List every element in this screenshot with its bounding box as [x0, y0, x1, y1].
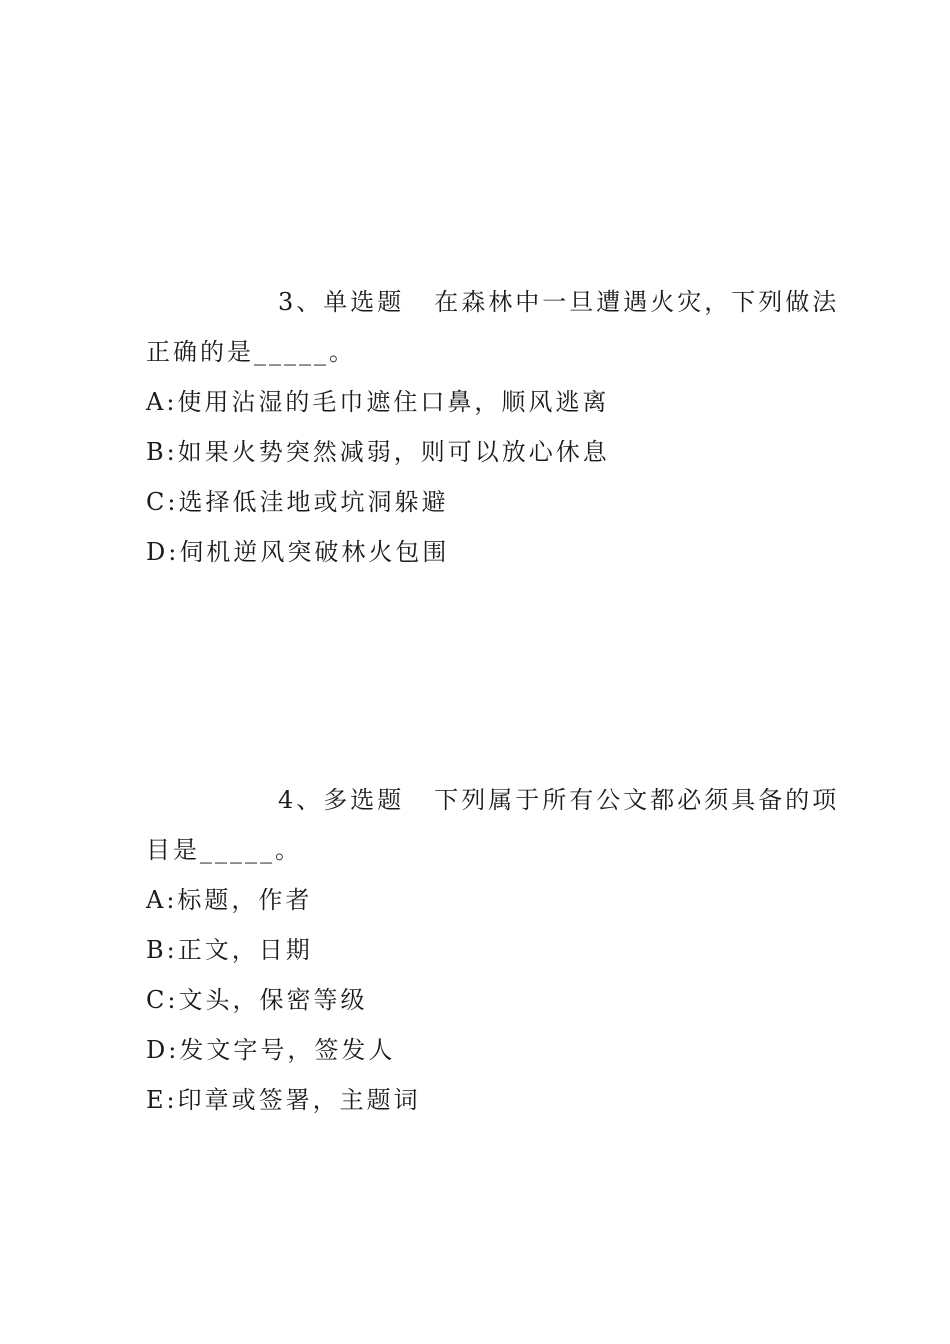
question-type: 多选题: [323, 786, 405, 814]
option-b: [146, 932, 806, 968]
option-letter: D:: [146, 538, 180, 566]
option-text: 使用沾湿的毛巾遮住口鼻，顺风逃离: [177, 388, 610, 416]
question-stem-line1: [146, 284, 840, 320]
question-stem-line2: 正确的是_____。: [146, 338, 356, 366]
option-text: 正文，日期: [177, 936, 313, 964]
option-letter: E:: [146, 1086, 178, 1114]
option-text: 印章或签署，主题词: [177, 1086, 421, 1114]
option-letter: B:: [146, 936, 178, 964]
option-text: 伺机逆风突破林火包围: [179, 538, 450, 566]
question-stem-line1: [146, 782, 840, 818]
option-letter: A:: [146, 886, 178, 914]
option-letter: C:: [146, 986, 179, 1014]
question-number: 3、: [278, 288, 324, 316]
option-c: [146, 982, 806, 1018]
option-text: 如果火势突然减弱，则可以放心休息: [177, 438, 610, 466]
question-stem-line2: 目是_____。: [146, 836, 302, 864]
option-b: [146, 434, 806, 470]
option-text: 文头，保密等级: [178, 986, 368, 1014]
question-stem-text: 在森林中一旦遭遇火灾，下列做法: [434, 288, 840, 316]
option-letter: A:: [146, 388, 178, 416]
option-letter: B:: [146, 438, 178, 466]
question-number: 4、: [278, 786, 324, 814]
option-a: [146, 384, 806, 420]
option-letter: D:: [146, 1036, 180, 1064]
question-type: 单选题: [323, 288, 405, 316]
option-letter: C:: [146, 488, 179, 516]
option-a: [146, 882, 806, 918]
option-e: [146, 1082, 806, 1118]
option-d: [146, 534, 806, 570]
question-stem-text: 下列属于所有公文都必须具备的项: [434, 786, 840, 814]
question-3: [146, 284, 840, 570]
option-d: [146, 1032, 806, 1068]
option-text: 发文字号，签发人: [179, 1036, 396, 1064]
option-c: [146, 484, 806, 520]
question-4: [146, 782, 840, 1118]
option-text: 选择低洼地或坑洞躲避: [178, 488, 449, 516]
option-text: 标题，作者: [177, 886, 313, 914]
